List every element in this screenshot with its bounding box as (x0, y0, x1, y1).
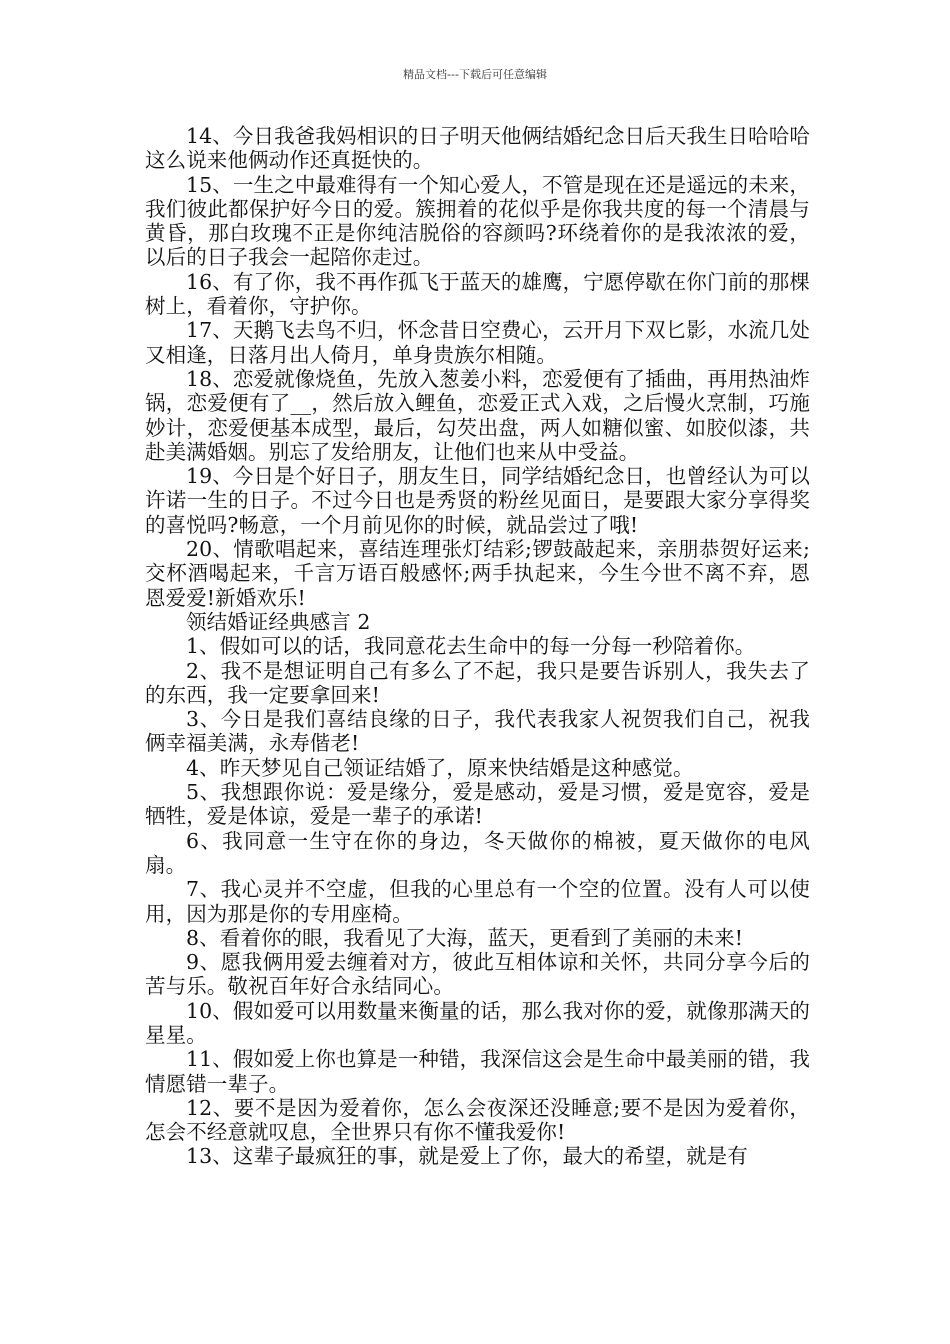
paragraph-1: 1、假如可以的话，我同意花去生命中的每一分每一秒陪着你。 (186, 634, 756, 659)
paragraph-18: 18、恋爱就像烧鱼，先放入葱姜小料，恋爱便有了插曲，再用热油炸锅，恋爱便有了__，然后放入鲤鱼，恋爱正式入戏，之后慢火烹制，巧施妙计，恋爱便基本成型，最后，勾芡出盘，两人如糖似蜜、如胶似漆，共赴美满婚姻。别忘了发给朋友，让他们也来从中受益。 (145, 366, 810, 464)
paragraph-13: 13、这辈子最疯狂的事，就是爱上了你，最大的希望，就是有 (186, 1144, 748, 1169)
document-body (145, 124, 810, 1169)
paragraph-10: 10、假如爱可以用数量来衡量的话，那么我对你的爱，就像那满天的星星。 (145, 998, 810, 1047)
paragraph-11: 11、假如爱上你也算是一种错，我深信这会是生命中最美丽的错，我情愿错一辈子。 (145, 1047, 810, 1096)
paragraph-19: 19、今日是个好日子，朋友生日，同学结婚纪念日，也曾经认为可以许诺一生的日子。不过今日也是秀贤的粉丝见面日，是要跟大家分享得奖的喜悦吗?畅意，一个月前见你的时候，就品尝过了哦! (145, 464, 810, 537)
section-heading: 领结婚证经典感言 2 (186, 609, 371, 634)
paragraph-5: 5、我想跟你说：爱是缘分，爱是感动，爱是习惯，爱是宽容，爱是牺牲，爱是体谅，爱是一辈子的承诺! (145, 780, 810, 829)
paragraph-4: 4、昨天梦见自己领证结婚了，原来快结婚是这种感觉。 (186, 755, 694, 780)
page-header: 精品文档---下载后可任意编辑 (403, 68, 547, 81)
paragraph-12: 12、要不是因为爱着你，怎么会夜深还没睡意;要不是因为爱着你，怎会不经意就叹息，全世界只有你不懂我爱你! (145, 1095, 810, 1145)
paragraph-3: 3、今日是我们喜结良缘的日子，我代表我家人祝贺我们自己，祝我俩幸福美满，永寿偕老! (145, 707, 810, 756)
paragraph-9: 9、愿我俩用爱去缠着对方，彼此互相体谅和关怀，共同分享今后的苦与乐。敬祝百年好合永结同心。 (145, 950, 810, 999)
paragraph-6: 6、我同意一生守在你的身边，冬天做你的棉被，夏天做你的电风扇。 (145, 828, 810, 877)
paragraph-20: 20、情歌唱起来，喜结连理张灯结彩;锣鼓敲起来，亲朋恭贺好运来;交杯酒喝起来，千言万语百般感怀;两手执起来，今生今世不离不弃，恩恩爱爱!新婚欢乐! (145, 537, 810, 610)
paragraph-15: 15、一生之中最难得有一个知心爱人，不管是现在还是遥远的未来，我们彼此都保护好今日的爱。簇拥着的花似乎是你我共度的每一个清晨与黄昏，那白玫瑰不正是你纯洁脱俗的容颜吗?环绕着你的是我浓浓的爱，以后的日子我会一起陪你走过。 (145, 172, 810, 270)
paragraph-17: 17、天鹅飞去鸟不归，怀念昔日空费心，云开月下双匕影，水流几处又相逢，日落月出人倚月，单身贵族尔相随。 (145, 318, 810, 367)
paragraph-2: 2、我不是想证明自己有多么了不起，我只是要告诉别人，我失去了的东西，我一定要拿回来! (145, 658, 810, 707)
paragraph-14: 14、今日我爸我妈相识的日子明天他俩结婚纪念日后天我生日哈哈哈这么说来他俩动作还真挺快的。 (145, 124, 810, 173)
paragraph-8: 8、看着你的眼，我看见了大海，蓝天，更看到了美丽的未来! (186, 925, 744, 950)
paragraph-16: 16、有了你，我不再作孤飞于蓝天的雄鹰，宁愿停歇在你门前的那棵树上，看着你，守护你。 (145, 269, 810, 319)
paragraph-7: 7、我心灵并不空虚，但我的心里总有一个空的位置。没有人可以使用，因为那是你的专用座椅。 (145, 877, 810, 926)
